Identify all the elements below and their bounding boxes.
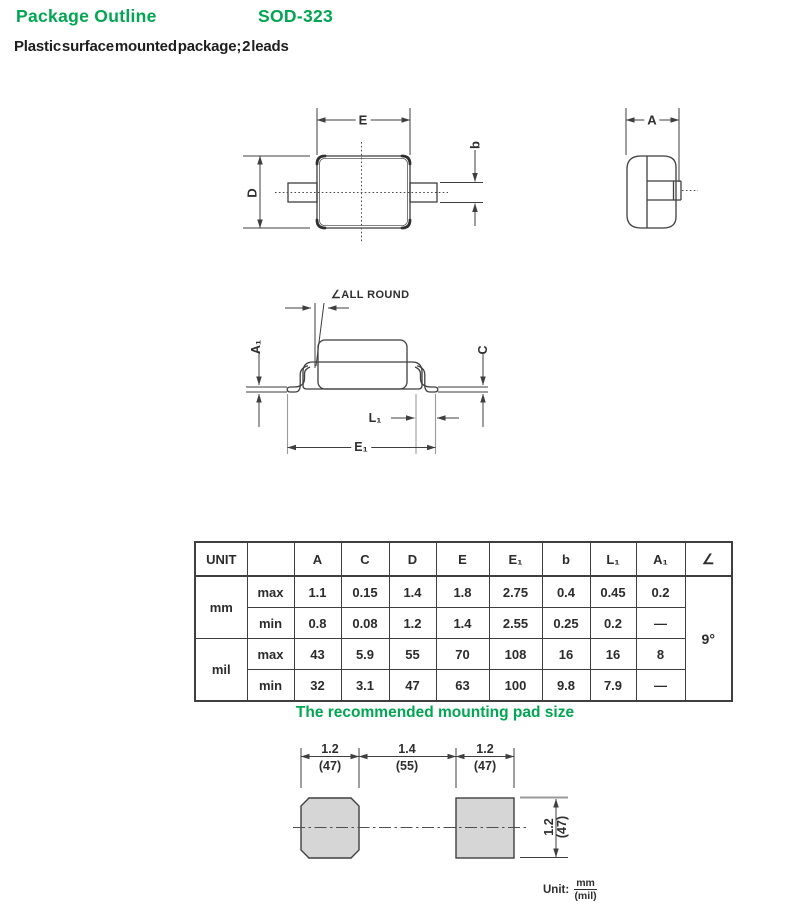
- col-header-E1: E₁: [489, 542, 542, 576]
- value-cell: 8: [636, 639, 685, 670]
- value-cell: 1.8: [436, 576, 489, 608]
- page-subtitle: Plastic surface mounted package; 2 leads: [14, 38, 289, 55]
- value-cell: 0.15: [341, 576, 389, 608]
- pad-dim-right-mm: 1.2: [476, 741, 494, 756]
- value-cell: —: [636, 670, 685, 702]
- col-header-A: A: [294, 542, 341, 576]
- value-cell: 1.2: [389, 608, 436, 639]
- unit-note: [543, 877, 597, 902]
- value-cell: 0.8: [294, 608, 341, 639]
- dim-label-C: C: [475, 345, 490, 355]
- value-cell: 43: [294, 639, 341, 670]
- page-title: Package Outline: [16, 6, 157, 26]
- value-cell: 55: [389, 639, 436, 670]
- value-cell: 0.2: [636, 576, 685, 608]
- pad-dim-mid-mil: (55): [395, 758, 419, 773]
- dim-label-E: E: [356, 114, 371, 127]
- dim-label-b: b: [467, 141, 483, 149]
- end-view: [626, 108, 698, 228]
- dim-label-A1: A₁: [248, 339, 263, 355]
- value-cell: 1.1: [294, 576, 341, 608]
- unit-note-label: Unit:: [543, 883, 570, 896]
- value-cell: 5.9: [341, 639, 389, 670]
- angle-value-cell: 9°: [685, 576, 732, 701]
- pad-dim-height-mil: (47): [555, 815, 569, 839]
- col-header-C: C: [341, 542, 389, 576]
- col-header-b: b: [542, 542, 590, 576]
- value-cell: 0.45: [590, 576, 636, 608]
- unit-note-mm: mm: [576, 877, 595, 889]
- limit-cell: min: [247, 608, 294, 639]
- all-round-note: ∠ALL ROUND: [331, 289, 410, 301]
- col-header-D: D: [389, 542, 436, 576]
- package-side-view-drawing: [230, 280, 500, 465]
- value-cell: 7.9: [590, 670, 636, 702]
- value-cell: 16: [590, 639, 636, 670]
- limit-header-cell: [247, 542, 294, 576]
- value-cell: 1.4: [436, 608, 489, 639]
- limit-cell: min: [247, 670, 294, 702]
- limit-cell: max: [247, 639, 294, 670]
- value-cell: 70: [436, 639, 489, 670]
- dimensions-table: [194, 541, 733, 702]
- col-header-L1: L₁: [590, 542, 636, 576]
- col-header-E: E: [436, 542, 489, 576]
- value-cell: 100: [489, 670, 542, 702]
- pad-dim-mid-mm: 1.4: [398, 741, 416, 756]
- pad-dim-left-mm: 1.2: [321, 741, 339, 756]
- value-cell: 108: [489, 639, 542, 670]
- pad-dim-height-mm: 1.2: [542, 818, 556, 836]
- value-cell: 1.4: [389, 576, 436, 608]
- package-top-and-end-view-drawing: [230, 95, 700, 255]
- value-cell: 47: [389, 670, 436, 702]
- pad-dim-right-mil: (47): [473, 758, 497, 773]
- dim-label-A: A: [644, 114, 659, 127]
- value-cell: 0.4: [542, 576, 590, 608]
- value-cell: 2.75: [489, 576, 542, 608]
- unit-header-cell: UNIT: [195, 542, 247, 576]
- pad-dim-left-mil: (47): [318, 758, 342, 773]
- value-cell: 0.2: [590, 608, 636, 639]
- dim-label-L1: L₁: [368, 410, 382, 425]
- unit-note-fraction: [574, 877, 597, 902]
- col-header-A1: A₁: [636, 542, 685, 576]
- unit-mil-cell: mil: [195, 639, 247, 702]
- value-cell: 32: [294, 670, 341, 702]
- value-cell: 0.25: [542, 608, 590, 639]
- value-cell: 9.8: [542, 670, 590, 702]
- value-cell: —: [636, 608, 685, 639]
- side-view: [246, 303, 488, 454]
- limit-cell: max: [247, 576, 294, 608]
- value-cell: 63: [436, 670, 489, 702]
- value-cell: 2.55: [489, 608, 542, 639]
- value-cell: 16: [542, 639, 590, 670]
- pad-dim-height: [543, 816, 569, 838]
- dim-label-E1: E₁: [351, 441, 371, 454]
- value-cell: 0.08: [341, 608, 389, 639]
- mounting-pad-heading: The recommended mounting pad size: [295, 704, 575, 721]
- col-header-angle: ∠: [685, 542, 732, 576]
- value-cell: 3.1: [341, 670, 389, 702]
- package-name: SOD-323: [258, 6, 334, 26]
- unit-mm-cell: mm: [195, 576, 247, 639]
- unit-note-mil: (mil): [574, 890, 597, 903]
- top-view: [243, 108, 483, 243]
- dim-label-D: D: [244, 188, 260, 198]
